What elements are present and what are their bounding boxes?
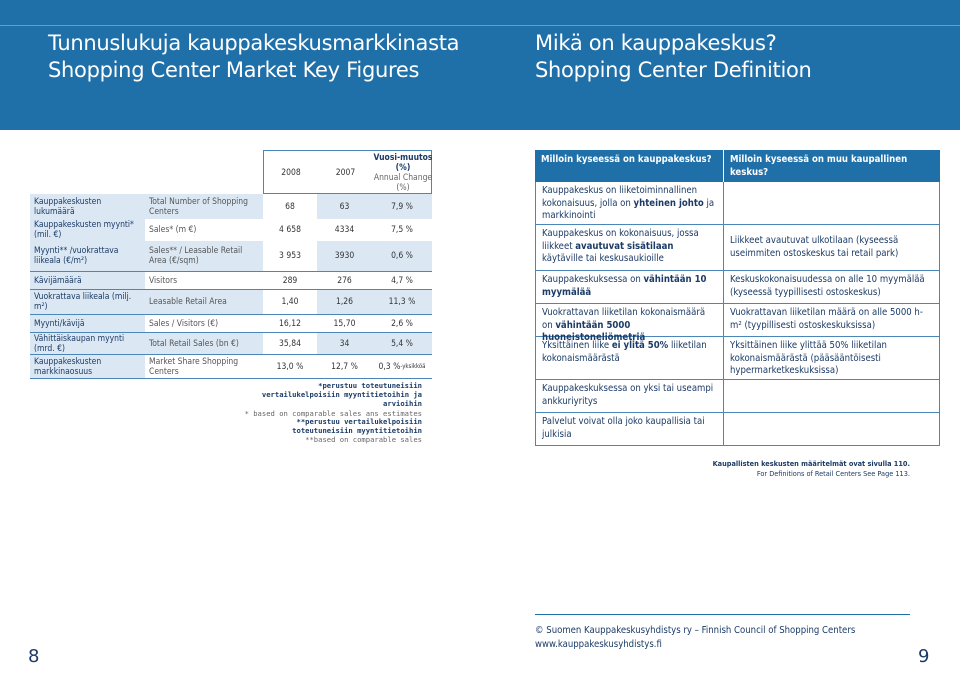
- value-change: 4,7 %: [391, 275, 413, 286]
- table-row: [30, 354, 432, 379]
- footer-divider: [535, 614, 910, 615]
- table-row: [30, 271, 432, 289]
- left-title: [48, 30, 459, 84]
- value-change: 5,4 %: [391, 338, 413, 349]
- left-title-en: Shopping Center Market Key Figures: [48, 58, 420, 82]
- right-title-en: Shopping Center Definition: [535, 58, 812, 82]
- value-2007: 34: [339, 338, 350, 349]
- row-label: Kauppakeskusten myynti* (mil. €): [30, 219, 145, 241]
- table-row: [30, 314, 432, 332]
- change-value: 0,3 %: [378, 361, 401, 372]
- row-desc: Visitors: [149, 275, 178, 286]
- row-label: Kauppakeskusten lukumäärä: [34, 196, 102, 217]
- row-desc: Sales** / Leasable Retail Area (€/sqm): [149, 246, 243, 266]
- value-change: [372, 355, 432, 378]
- footer-copyright: © Suomen Kauppakeskusyhdistys ry – Finnish Council of Shopping Centers: [535, 625, 856, 636]
- row-desc: Total Number of Shopping Centers: [149, 196, 249, 217]
- footnote-2-en: **based on comparable sales: [305, 435, 422, 445]
- definition-cell-right: [724, 413, 940, 446]
- definition-header-right: Milloin kyseessä on muu kaupallinen keskus?: [724, 150, 940, 182]
- definition-cell-left: Kauppakeskus on kokonaisuus, jossa liikkeet avautuvat sisätilaan käytäville tai keskusaukioille: [535, 225, 724, 271]
- row-desc: Total Retail Sales (bn €): [149, 338, 239, 349]
- right-title-fi: Mikä on kauppakeskus?: [535, 31, 777, 55]
- definition-cell-left: Yksittäinen liike ei ylitä 50% liiketilan kokonaismäärästä: [535, 337, 724, 380]
- value-2008: 16,12: [279, 318, 301, 329]
- value-2007: 3930: [334, 251, 355, 261]
- value-2008: 13,0 %: [276, 361, 304, 372]
- footnote-1-en: * based on comparable sales ans estimates: [244, 408, 422, 418]
- definition-cell-left: Kauppakeskuksessa on vähintään 10 myymälää: [535, 271, 724, 304]
- header-change-en: Annual Change (%): [373, 173, 433, 193]
- left-title-fi: Tunnuslukuja kauppakeskusmarkkinasta: [48, 31, 460, 55]
- value-2008: 1,40: [263, 290, 317, 314]
- value-2007: 1,26: [335, 297, 354, 307]
- definition-note: [700, 459, 910, 478]
- value-2007: 4334: [334, 225, 355, 235]
- definition-note-fi: Kaupallisten keskusten määritelmät ovat sivulla 110.: [712, 459, 910, 468]
- footnote-1: [240, 381, 422, 418]
- value-2007: 63: [339, 201, 350, 212]
- header-2008: 2008: [281, 168, 301, 178]
- table-row: [30, 332, 432, 354]
- definition-cell-right: Keskuskokonaisuudessa on alle 10 myymälää (kyseessä tyypillisesti ostoskeskus): [724, 271, 940, 304]
- row-label: Vuokrattava liikeala (milj. m²): [34, 292, 132, 312]
- header-change-fi: Vuosi-muutos (%): [373, 153, 433, 173]
- banner-divider: [0, 25, 960, 26]
- definition-cell-right: [724, 380, 940, 413]
- value-2007: 12,7 %: [331, 361, 358, 372]
- definition-cell-right: Yksittäinen liike ylittää 50% liiketilan kokonaismäärästä (pääsääntöisesti hypermarketkeskuksissa): [724, 337, 940, 380]
- row-desc: Sales* (m €): [149, 225, 197, 235]
- row-label: Kävijämäärä: [30, 272, 145, 289]
- value-2008: 3 953: [263, 241, 317, 271]
- row-desc: Sales / Visitors (€): [149, 318, 219, 329]
- page-number-left: 8: [28, 646, 40, 667]
- header-change: [373, 151, 433, 195]
- change-suffix: -yksikköä: [400, 363, 426, 370]
- value-2008: 35,84: [263, 333, 317, 354]
- definition-cell-left: Vuokrattavan liiketilan kokonaismäärä on vähintään 5000 huoneistoneliömetriä: [535, 304, 724, 337]
- value-2008: 68: [263, 194, 317, 219]
- header-2007: 2007: [335, 168, 356, 178]
- value-2008: 4 658: [279, 225, 301, 235]
- row-label: Kauppakeskusten markkinaosuus: [30, 355, 145, 378]
- right-title: [535, 30, 812, 84]
- footnote-2-fi: **perustuu vertailukelpoisiin toteutuneisiin myyntitietoihin: [292, 417, 422, 436]
- definition-cell-right: [724, 182, 940, 225]
- definition-cell-left: Palvelut voivat olla joko kaupallisia tai julkisia: [535, 413, 724, 446]
- definition-header-left: Milloin kyseessä on kauppakeskus?: [535, 150, 723, 182]
- row-label: Myynti/kävijä: [30, 315, 145, 332]
- value-2007: 15,70: [333, 318, 356, 329]
- table-row: [30, 289, 432, 314]
- definition-cell-left: Kauppakeskuksessa on yksi tai useampi ankkuriyritys: [535, 380, 724, 413]
- value-2008: 289: [282, 275, 298, 286]
- value-change: 0,6 %: [391, 251, 413, 261]
- value-change: 7,9 %: [391, 201, 413, 212]
- page-number-right: 9: [918, 646, 930, 667]
- definition-cell-left: Kauppakeskus on liiketoiminnallinen kokonaisuus, jolla on yhteinen johto ja markkinointi: [535, 182, 724, 225]
- footer: [535, 624, 855, 652]
- row-desc: Market Share Shopping Centers: [149, 356, 239, 377]
- footnote-2: [240, 417, 422, 445]
- definition-cell-right: Vuokrattavan liiketilan määrä on alle 5000 h-m² (tyypillisesti ostoskeskuksissa): [724, 304, 940, 337]
- row-desc: Leasable Retail Area: [149, 297, 227, 307]
- value-2007: 276: [337, 275, 352, 286]
- table-row: [30, 219, 432, 241]
- footnote-1-fi: *perustuu toteutuneisiin vertailukelpoisiin myyntitietoihin ja arvioihin: [261, 381, 422, 409]
- row-label: Myynti** /vuokrattava liikeala (€/m²): [34, 246, 119, 266]
- table-row: [30, 194, 432, 219]
- table-row: [30, 241, 432, 271]
- value-change: 11,3 %: [388, 297, 416, 307]
- table-header: [263, 150, 432, 194]
- row-label: Vähittäiskaupan myynti (mrd. €): [34, 333, 125, 354]
- value-change: 7,5 %: [391, 225, 413, 235]
- definition-cell-right: Liikkeet avautuvat ulkotilaan (kyseessä useimmiten ostoskeskus tai retail park): [724, 225, 940, 271]
- footer-url[interactable]: www.kauppakeskusyhdistys.fi: [535, 639, 662, 650]
- definition-note-en: For Definitions of Retail Centers See Page 113.: [756, 468, 910, 478]
- value-change: 2,6 %: [391, 318, 413, 329]
